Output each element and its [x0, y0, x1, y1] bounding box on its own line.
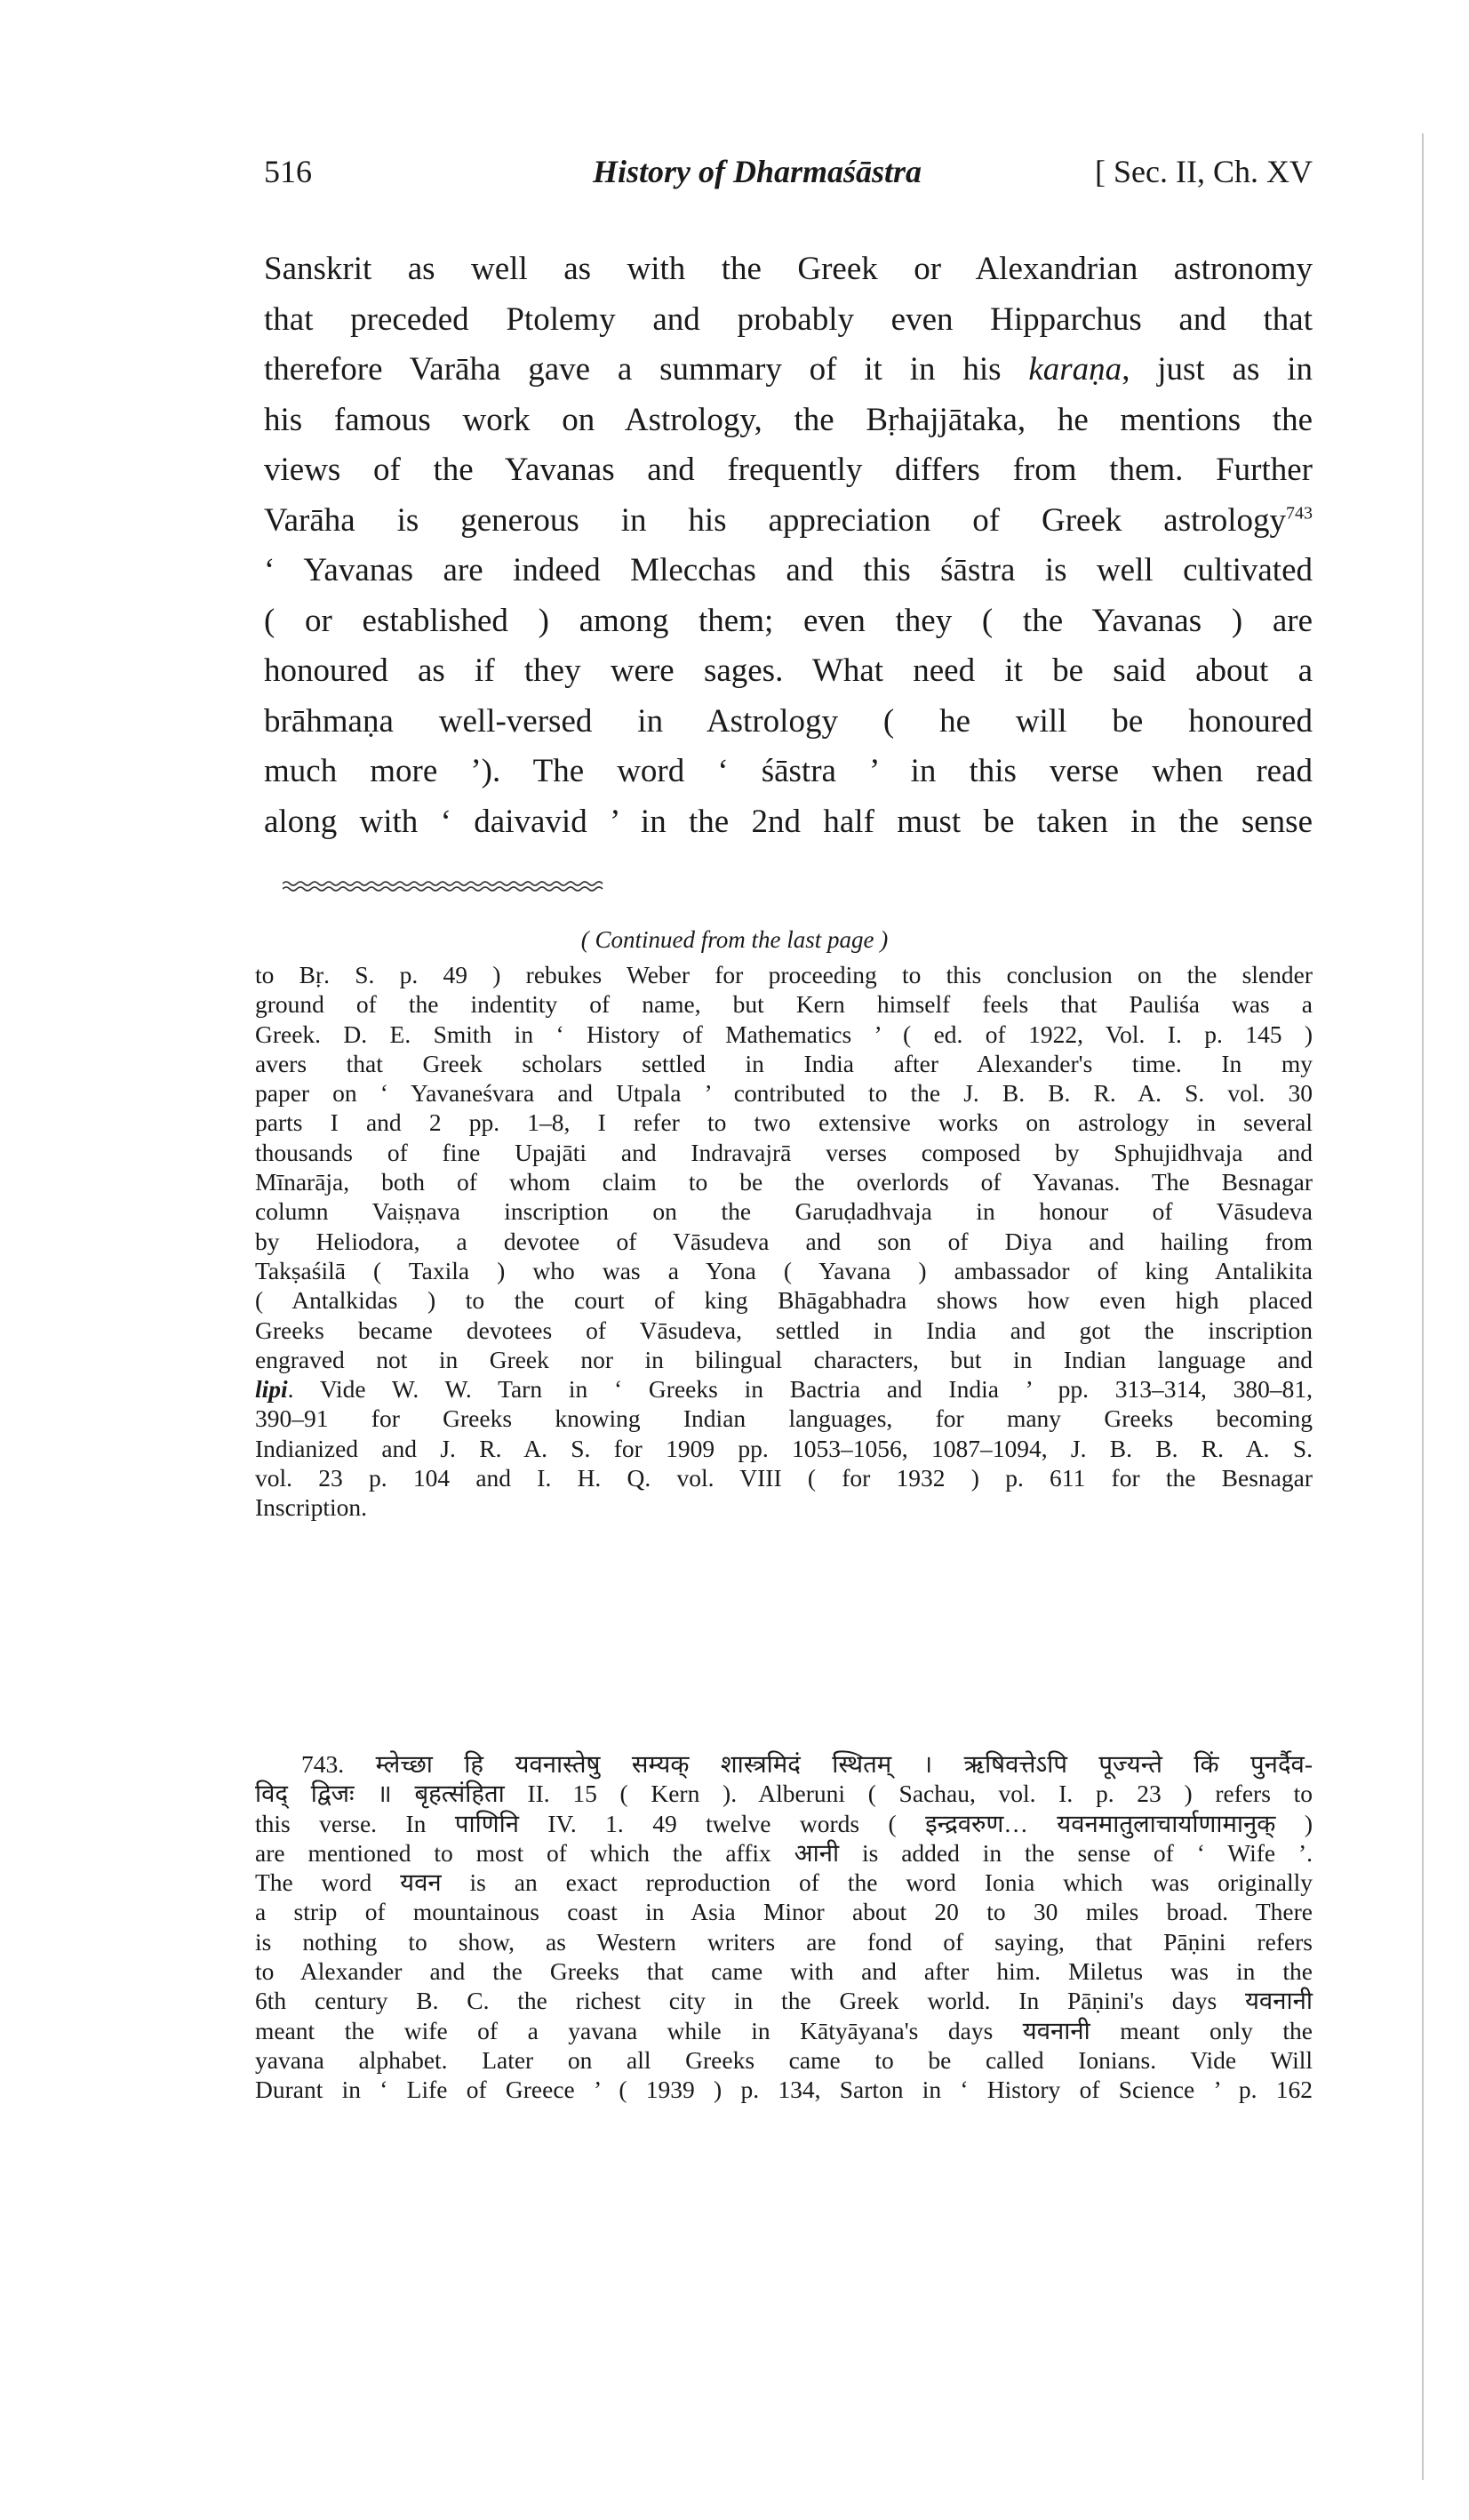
footnote-line: paper on ‘ Yavaneśvara and Utpala ’ contributed to the J. B. B. R. A. S. vol. 30 [255, 1079, 1313, 1108]
text-run: . Vide W. W. Tarn in ‘ Greeks in Bactria and India ’ pp. 313–314, 380–81, [287, 1375, 1313, 1404]
main-line: ( or established ) among them; even they ( the Yavanas ) are [264, 602, 1313, 639]
text-run: Varāha is generous in his appreciation of Greek astrology [264, 501, 1286, 539]
section-reference: [ Sec. II, Ch. XV [1095, 154, 1313, 189]
footnote-line: avers that Greek scholars settled in India after Alexander's time. In my [255, 1049, 1313, 1077]
footnote-line: to Alexander and the Greeks that came with and after him. Miletus was in the [255, 1957, 1313, 1986]
footnote-line: Mīnarāja, both of whom claim to be the overlords of Yavanas. The Besnagar [255, 1168, 1313, 1196]
footnote-line: vol. 23 p. 104 and I. H. Q. vol. VIII ( for 1932 ) p. 611 for the Besnagar [255, 1464, 1313, 1492]
footnote-line: is nothing to show, as Western writers are fond of saying, that Pāṇini refers [255, 1927, 1313, 1956]
footnote-marker: 743 [1286, 503, 1313, 524]
footnote-line: विद् द्विजः ॥ बृहत्संहिता II. 15 ( Kern ). Alberuni ( Sachau, vol. I. p. 23 ) refers to [255, 1780, 1313, 1808]
footnote-continued-block [255, 960, 1313, 1523]
text-run: , just as in [1122, 351, 1313, 388]
footnote-line: Durant in ‘ Life of Greece ’ ( 1939 ) p. 134, Sarton in ‘ History of Science ’ p. 162 [255, 2076, 1313, 2104]
main-line: his famous work on Astrology, the Bṛhajjātaka, he mentions the [264, 401, 1313, 438]
italic-term: karaṇa [1028, 351, 1122, 388]
main-line: Sanskrit as well as with the Greek or Alexandrian astronomy [264, 251, 1313, 287]
footnote-line: by Heliodora, a devotee of Vāsudeva and son of Diya and hailing from [255, 1227, 1313, 1255]
footnote-line [255, 1374, 1313, 1404]
footnote-line: Greeks became devotees of Vāsudeva, settled in India and got the inscription [255, 1316, 1313, 1344]
main-line: brāhmaṇa well-versed in Astrology ( he will be honoured [264, 702, 1313, 740]
footnote-line: 743. म्लेच्छा हि यवनास्तेषु सम्यक् शास्त्रमिदं स्थितम् । ऋषिवत्तेऽपि पूज्यन्ते किं पुनर्दैव- [301, 1750, 1313, 1778]
footnote-line: Greek. D. E. Smith in ‘ History of Mathematics ’ ( ed. of 1922, Vol. I. p. 145 ) [255, 1020, 1313, 1048]
main-line [264, 345, 1313, 396]
continued-note: ( Continued from the last page ) [580, 926, 889, 953]
main-line: much more ’). The word ‘ śāstra ’ in this verse when read [264, 753, 1313, 789]
footnote-line: Inscription. [255, 1493, 368, 1522]
main-line: that preceded Ptolemy and probably even Hipparchus and that [264, 300, 1313, 338]
book-title: History of Dharmaśāstra [593, 154, 922, 189]
footnote-line: Indianized and J. R. A. S. for 1909 pp. 1053–1056, 1087–1094, J. B. B. R. A. S. [255, 1434, 1313, 1462]
footnote-line: yavana alphabet. Later on all Greeks came to be called Ionians. Vide Will [255, 2045, 1313, 2074]
scan-edge-line [1422, 133, 1424, 2480]
main-line: honoured as if they were sages. What need it be said about a [264, 652, 1313, 689]
italic-term: lipi [255, 1375, 288, 1404]
footnote-line: are mentioned to most of which the affix आनी is added in the sense of ‘ Wife ’. [255, 1838, 1313, 1867]
main-line: ‘ Yavanas are indeed Mlecchas and this śāstra is well cultivated [264, 552, 1313, 588]
main-line [264, 496, 1313, 547]
page-number: 516 [264, 154, 312, 189]
footnote-line: engraved not in Greek nor in bilingual characters, but in Indian language and [255, 1345, 1313, 1373]
running-header [264, 153, 1313, 206]
footnote-line: meant the wife of a yavana while in Kātyāyana's days यवनानी meant only the [255, 2016, 1313, 2044]
footnote-line: ( Antalkidas ) to the court of king Bhāgabhadra shows how even high placed [255, 1286, 1313, 1315]
footnote-line: Takṣaśilā ( Taxila ) who was a Yona ( Yavana ) ambassador of king Antalikita [255, 1256, 1313, 1284]
main-text [264, 244, 1313, 847]
footnote-line: The word यवन is an exact reproduction of the word Ionia which was originally [255, 1868, 1313, 1897]
footnote-line: ground of the indentity of name, but Kern himself feels that Pauliśa was a [255, 990, 1313, 1019]
footnote-line: to Bṛ. S. p. 49 ) rebukes Weber for proceeding to this conclusion on the slender [255, 961, 1313, 988]
footnote-separator [283, 880, 604, 892]
footnote-743 [255, 1749, 1313, 2105]
footnote-line: a strip of mountainous coast in Asia Minor about 20 to 30 miles broad. There [255, 1898, 1313, 1926]
main-line: views of the Yavanas and frequently differs from them. Further [264, 452, 1313, 488]
footnote-line: parts I and 2 pp. 1–8, I refer to two extensive works on astrology in several [255, 1108, 1313, 1137]
main-line: along with ‘ daivavid ’ in the 2nd half must be taken in the sense [264, 803, 1313, 840]
footnote-line: 6th century B. C. the richest city in the Greek world. In Pāṇini's days यवनानी [255, 1987, 1313, 2015]
footnote-line: 390–91 for Greeks knowing Indian languages, for many Greeks becoming [255, 1404, 1313, 1433]
footnote-line: thousands of fine Upajāti and Indravajrā verses composed by Sphujidhvaja and [255, 1138, 1313, 1166]
footnote-line: this verse. In पाणिनि IV. 1. 49 twelve words ( इन्द्रवरुण… यवनमातुलाचार्याणामानुक् ) [255, 1809, 1313, 1837]
text-run: therefore Varāha gave a summary of it in his [264, 351, 1029, 388]
footnote-line: column Vaiṣṇava inscription on the Garuḍadhvaja in honour of Vāsudeva [255, 1197, 1313, 1226]
